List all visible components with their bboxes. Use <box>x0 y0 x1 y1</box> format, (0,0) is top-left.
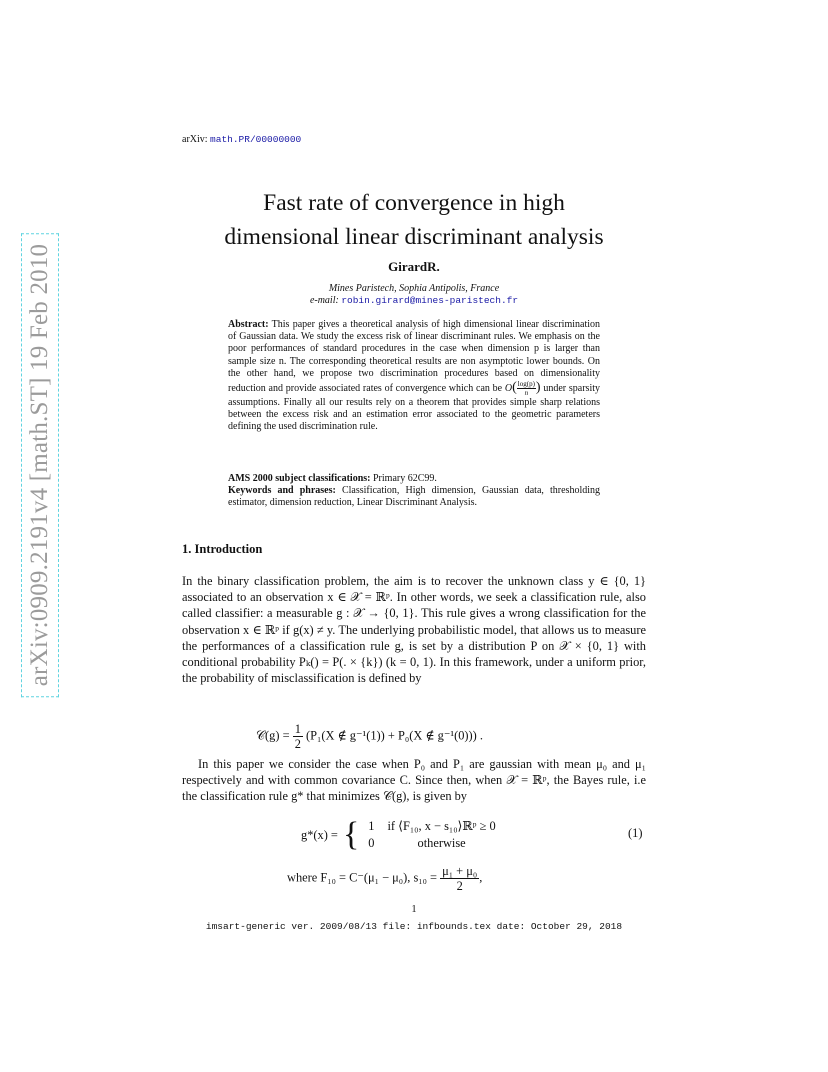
fraction-numerator: log(p) <box>517 380 535 389</box>
big-o-symbol: O <box>504 382 513 394</box>
eq-cg-fraction <box>293 722 303 751</box>
arxiv-header <box>182 134 301 145</box>
paper-title <box>0 186 828 254</box>
affiliation: Mines Paristech, Sophia Antipolis, France <box>328 283 500 294</box>
title-line-1: Fast rate of convergence in high <box>263 190 565 216</box>
intro-paragraph-2: In this paper we consider the case when P₀ and P₁ are gaussian with mean μ₀ and μ₁ respectively and with common covariance C. Since then, when 𝒳 = ℝᵖ, the Bayes rule, i.e the classification rule g* that minimizes 𝒞(g), is given by <box>182 757 646 804</box>
abstract-fraction <box>517 380 536 397</box>
arxiv-stamp-text: arXiv:0909.2191v4 [math.ST] 19 Feb 2010 <box>21 233 59 697</box>
intro-paragraph-1: In the binary classification problem, the aim is to recover the unknown class y ∈ {0, 1} associated to an observation x ∈ 𝒳 = ℝᵖ. In other words, we seek a classification rule, also called classifier: a measurable g : 𝒳 → {0, 1}. This rule gives a wrong classification for the observation x ∈ ℝᵖ if g(x) ≠ y. The underlying probabilistic model, that allows us to measure the performances of a classification rule g, is set by a distribution P on 𝒳 × {0, 1} with conditional probability Pₖ() = P(. × {k}) (k = 0, 1). In this framework, under a uniform prior, the probability of misclassification is defined by <box>182 574 646 686</box>
fraction-denominator: n <box>524 389 529 398</box>
abstract-text-1: This paper gives a theoretical analysis of high dimensional linear discrimination of Gaussian data. We study the excess risk of linear discriminant rules. We emphasis on the poor performances of standard procedures in the case when dimension p is larger than sample size n. The corresponding theoretical results are non asymptotic lower bounds. On the other hand, we propose two discrimination procedures based on dimensionality reduction and provide associated rates of convergence which can be <box>228 319 600 394</box>
author: GirardR. <box>388 259 440 274</box>
ams-line <box>228 473 600 485</box>
keywords-label: Keywords and phrases: <box>228 485 336 497</box>
eq-g-case1-cond: if ⟨F₁₀, x − s₁₀⟩ℝᵖ ≥ 0 <box>387 819 496 833</box>
arxiv-stamp <box>20 243 60 687</box>
eq-where-end: , <box>479 870 483 885</box>
eq-cg-frac-den: 2 <box>294 737 301 751</box>
classification-block <box>228 473 600 510</box>
abstract-text-2: under sparsity assumptions. Finally all our results rely on a theorem that provides simple sharp relations between the excess risk and an estimation error associated to the geometric parameters defining the used discrimination rule. <box>228 382 601 433</box>
keywords-line <box>228 485 600 509</box>
ams-text: Primary 62C99. <box>373 473 437 484</box>
eq-g-case2-val: 0 <box>368 836 375 850</box>
arxiv-prefix: arXiv: <box>182 134 208 145</box>
eq-where-frac-num: μ₁ + μ₀ <box>442 864 478 878</box>
abstract-label: Abstract: <box>228 319 269 330</box>
eq-cg-frac-num: 1 <box>294 722 301 736</box>
eq-where-frac-den: 2 <box>456 879 463 893</box>
page-footer: imsart-generic ver. 2009/08/13 file: infbounds.tex date: October 29, 2018 <box>205 921 623 932</box>
ams-label: AMS 2000 subject classifications: <box>228 473 371 484</box>
eq-cg-lhs: 𝒞(g) = <box>256 728 290 743</box>
eq-g-case2-cond: otherwise <box>417 836 466 850</box>
keywords-text: Classification, High dimension, Gaussian data, thresholding estimator, dimension reduction, Linear Discriminant Analysis. <box>228 485 600 509</box>
abstract: Abstract: This paper gives a theoretical analysis of high dimensional linear discrimination of Gaussian data. We study the excess risk of linear discriminant rules. We emphasis on the poor performances of standard procedures in the case when dimension p is larger than sample size n. The corresponding theoretical results are non asymptotic lower bounds. On the other hand, we propose two discrimination procedures based on dimensionality reduction and provide associated rates of convergence which can be O( $\frac{\log(p)}{n}$ ) under sparsity assumptions. Finally all our results rely on a theorem that provides simple sharp relations between the excess risk and an estimation error associated to the geometric parameters defining the used discrimination rule. <box>228 319 601 433</box>
eq-where-text: where F₁₀ = C⁻(μ₁ − μ₀), s₁₀ = <box>287 870 437 885</box>
eq-where-fraction <box>440 864 479 893</box>
title-line-2: dimensional linear discriminant analysis <box>224 224 604 250</box>
arxiv-id-link[interactable]: math.PR/00000000 <box>210 134 302 145</box>
equation-misclassification <box>256 722 483 751</box>
email-label: e-mail: <box>309 295 339 306</box>
equation-bayes-rule <box>300 818 497 852</box>
equation-definitions <box>287 864 482 893</box>
section-title: 1. Introduction <box>182 542 263 556</box>
email-link[interactable]: robin.girard@mines-paristech.fr <box>341 295 519 306</box>
email-line <box>0 295 828 306</box>
page-number: 1 <box>411 904 417 915</box>
eq-g-brace: { <box>342 816 360 853</box>
equation-number: (1) <box>628 826 643 840</box>
eq-g-lhs: g*(x) = <box>301 827 338 842</box>
eq-g-case1-val: 1 <box>368 819 375 833</box>
eq-cg-rhs: (P₁(X ∉ g⁻¹(1)) + P₀(X ∉ g⁻¹(0))) . <box>306 728 483 743</box>
